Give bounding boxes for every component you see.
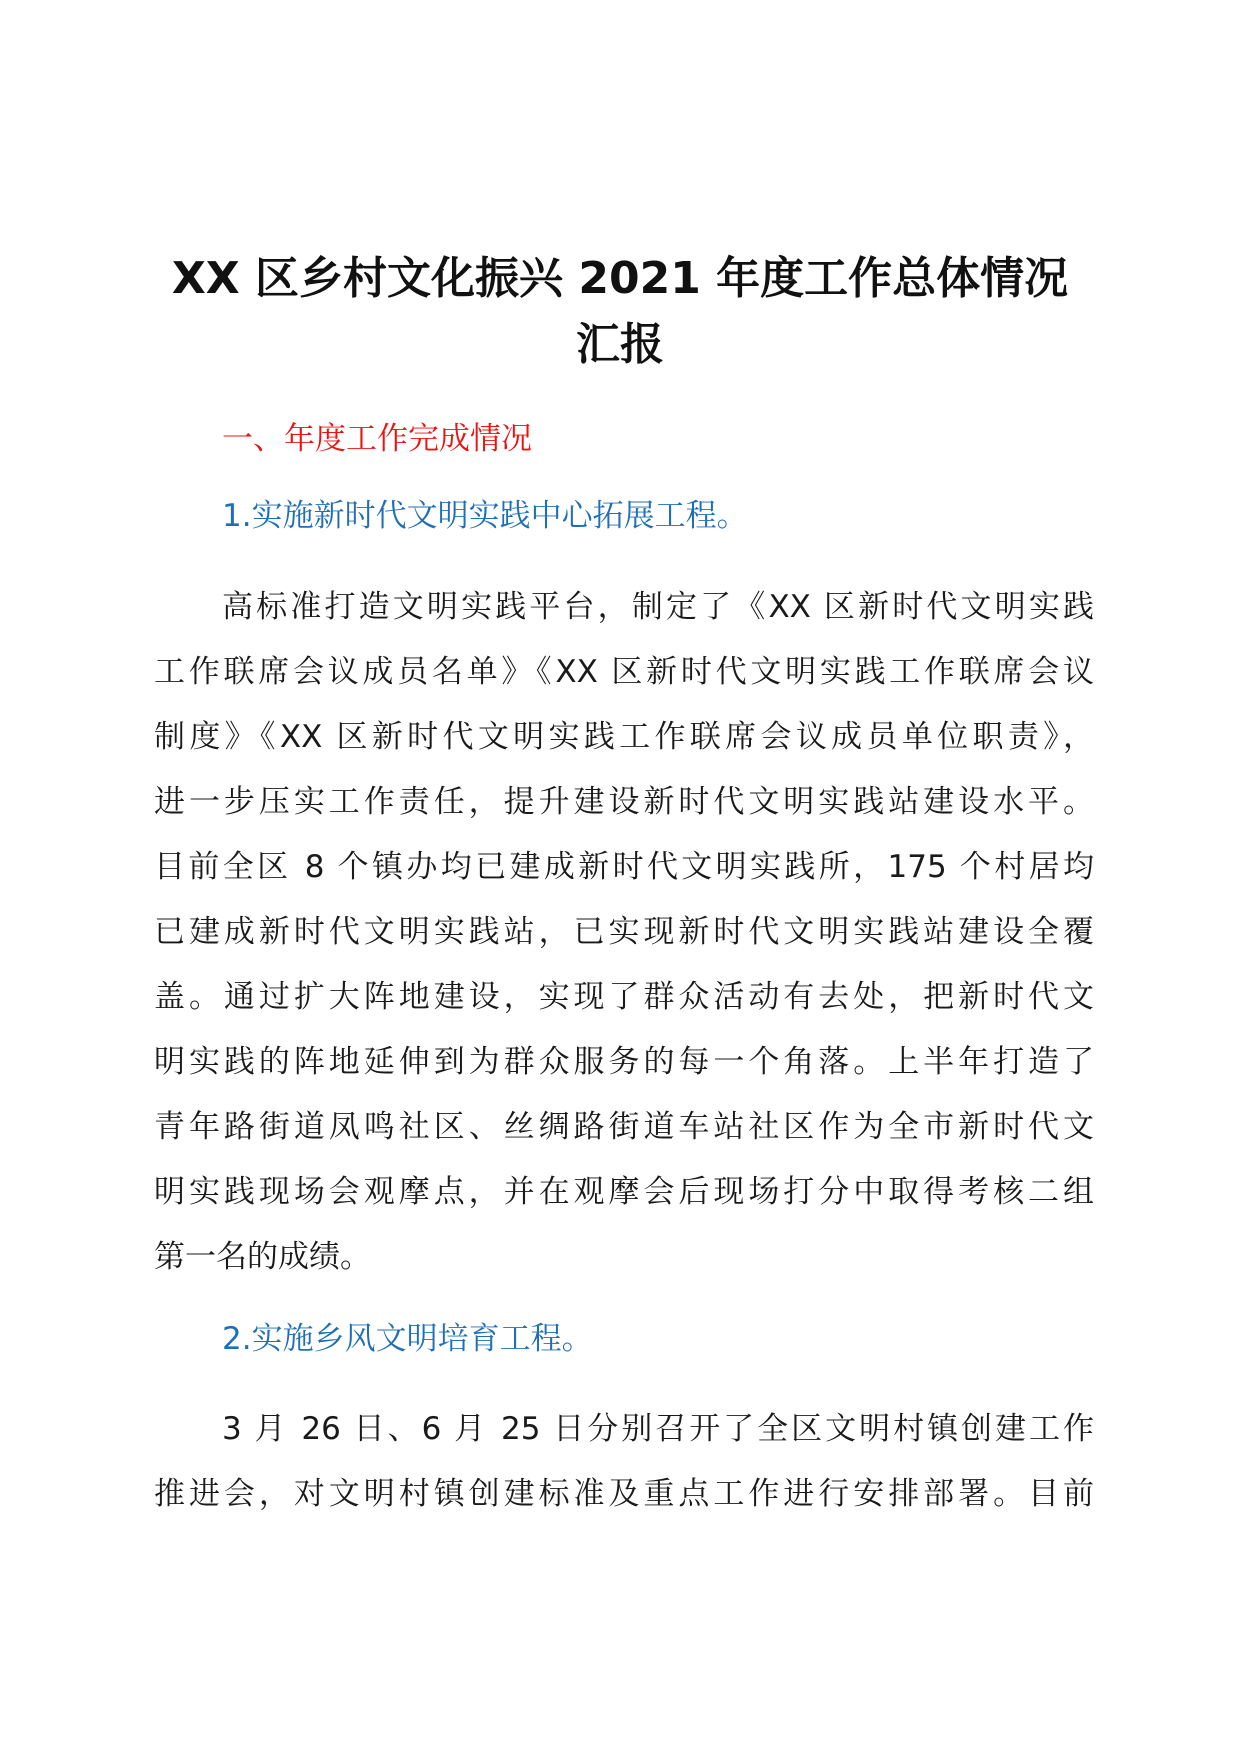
paragraph-2 [154,1397,1094,1527]
subsection-heading-2: 2.实施乡风文明培育工程。 [222,1321,593,1357]
title-line-2: 汇报 [576,319,664,370]
paragraph-1-line: 明实践的阵地延伸到为群众服务的每一个角落。上半年打造了 [154,1044,1094,1080]
paragraph-1-line: 青年路街道凤鸣社区、丝绸路街道车站社区作为全市新时代文 [154,1109,1094,1145]
section-heading: 一、年度工作完成情况 [222,421,532,457]
paragraph-1-line: 已建成新时代文明实践站，已实现新时代文明实践站建设全覆 [154,914,1094,950]
paragraph-1-line: 工作联席会议成员名单》《XX 区新时代文明实践工作联席会议 [154,654,1094,690]
paragraph-1 [154,575,1094,1290]
subsection-heading-1: 1.实施新时代文明实践中心拓展工程。 [222,498,748,534]
paragraph-1-line: 明实践现场会观摩点，并在观摩会后现场打分中取得考核二组 [154,1174,1094,1210]
paragraph-1-line: 目前全区 8 个镇办均已建成新时代文明实践所，175 个村居均 [154,849,1094,885]
paragraph-2-line: 3 月 26 日、6 月 25 日分别召开了全区文明村镇创建工作 [222,1411,1094,1447]
paragraph-1-line: 进一步压实工作责任，提升建设新时代文明实践站建设水平。 [154,784,1094,820]
document-title [150,246,1090,378]
paragraph-1-line: 盖。通过扩大阵地建设，实现了群众活动有去处，把新时代文 [154,979,1094,1015]
paragraph-1-line: 高标准打造文明实践平台，制定了《XX 区新时代文明实践 [222,589,1094,625]
paragraph-1-line: 制度》《XX 区新时代文明实践工作联席会议成员单位职责》， [154,719,1094,755]
title-line-1: XX 区乡村文化振兴 2021 年度工作总体情况 [171,253,1069,304]
paragraph-2-line: 推进会，对文明村镇创建标准及重点工作进行安排部署。目前 [154,1476,1094,1512]
paragraph-1-line: 第一名的成绩。 [154,1239,371,1275]
